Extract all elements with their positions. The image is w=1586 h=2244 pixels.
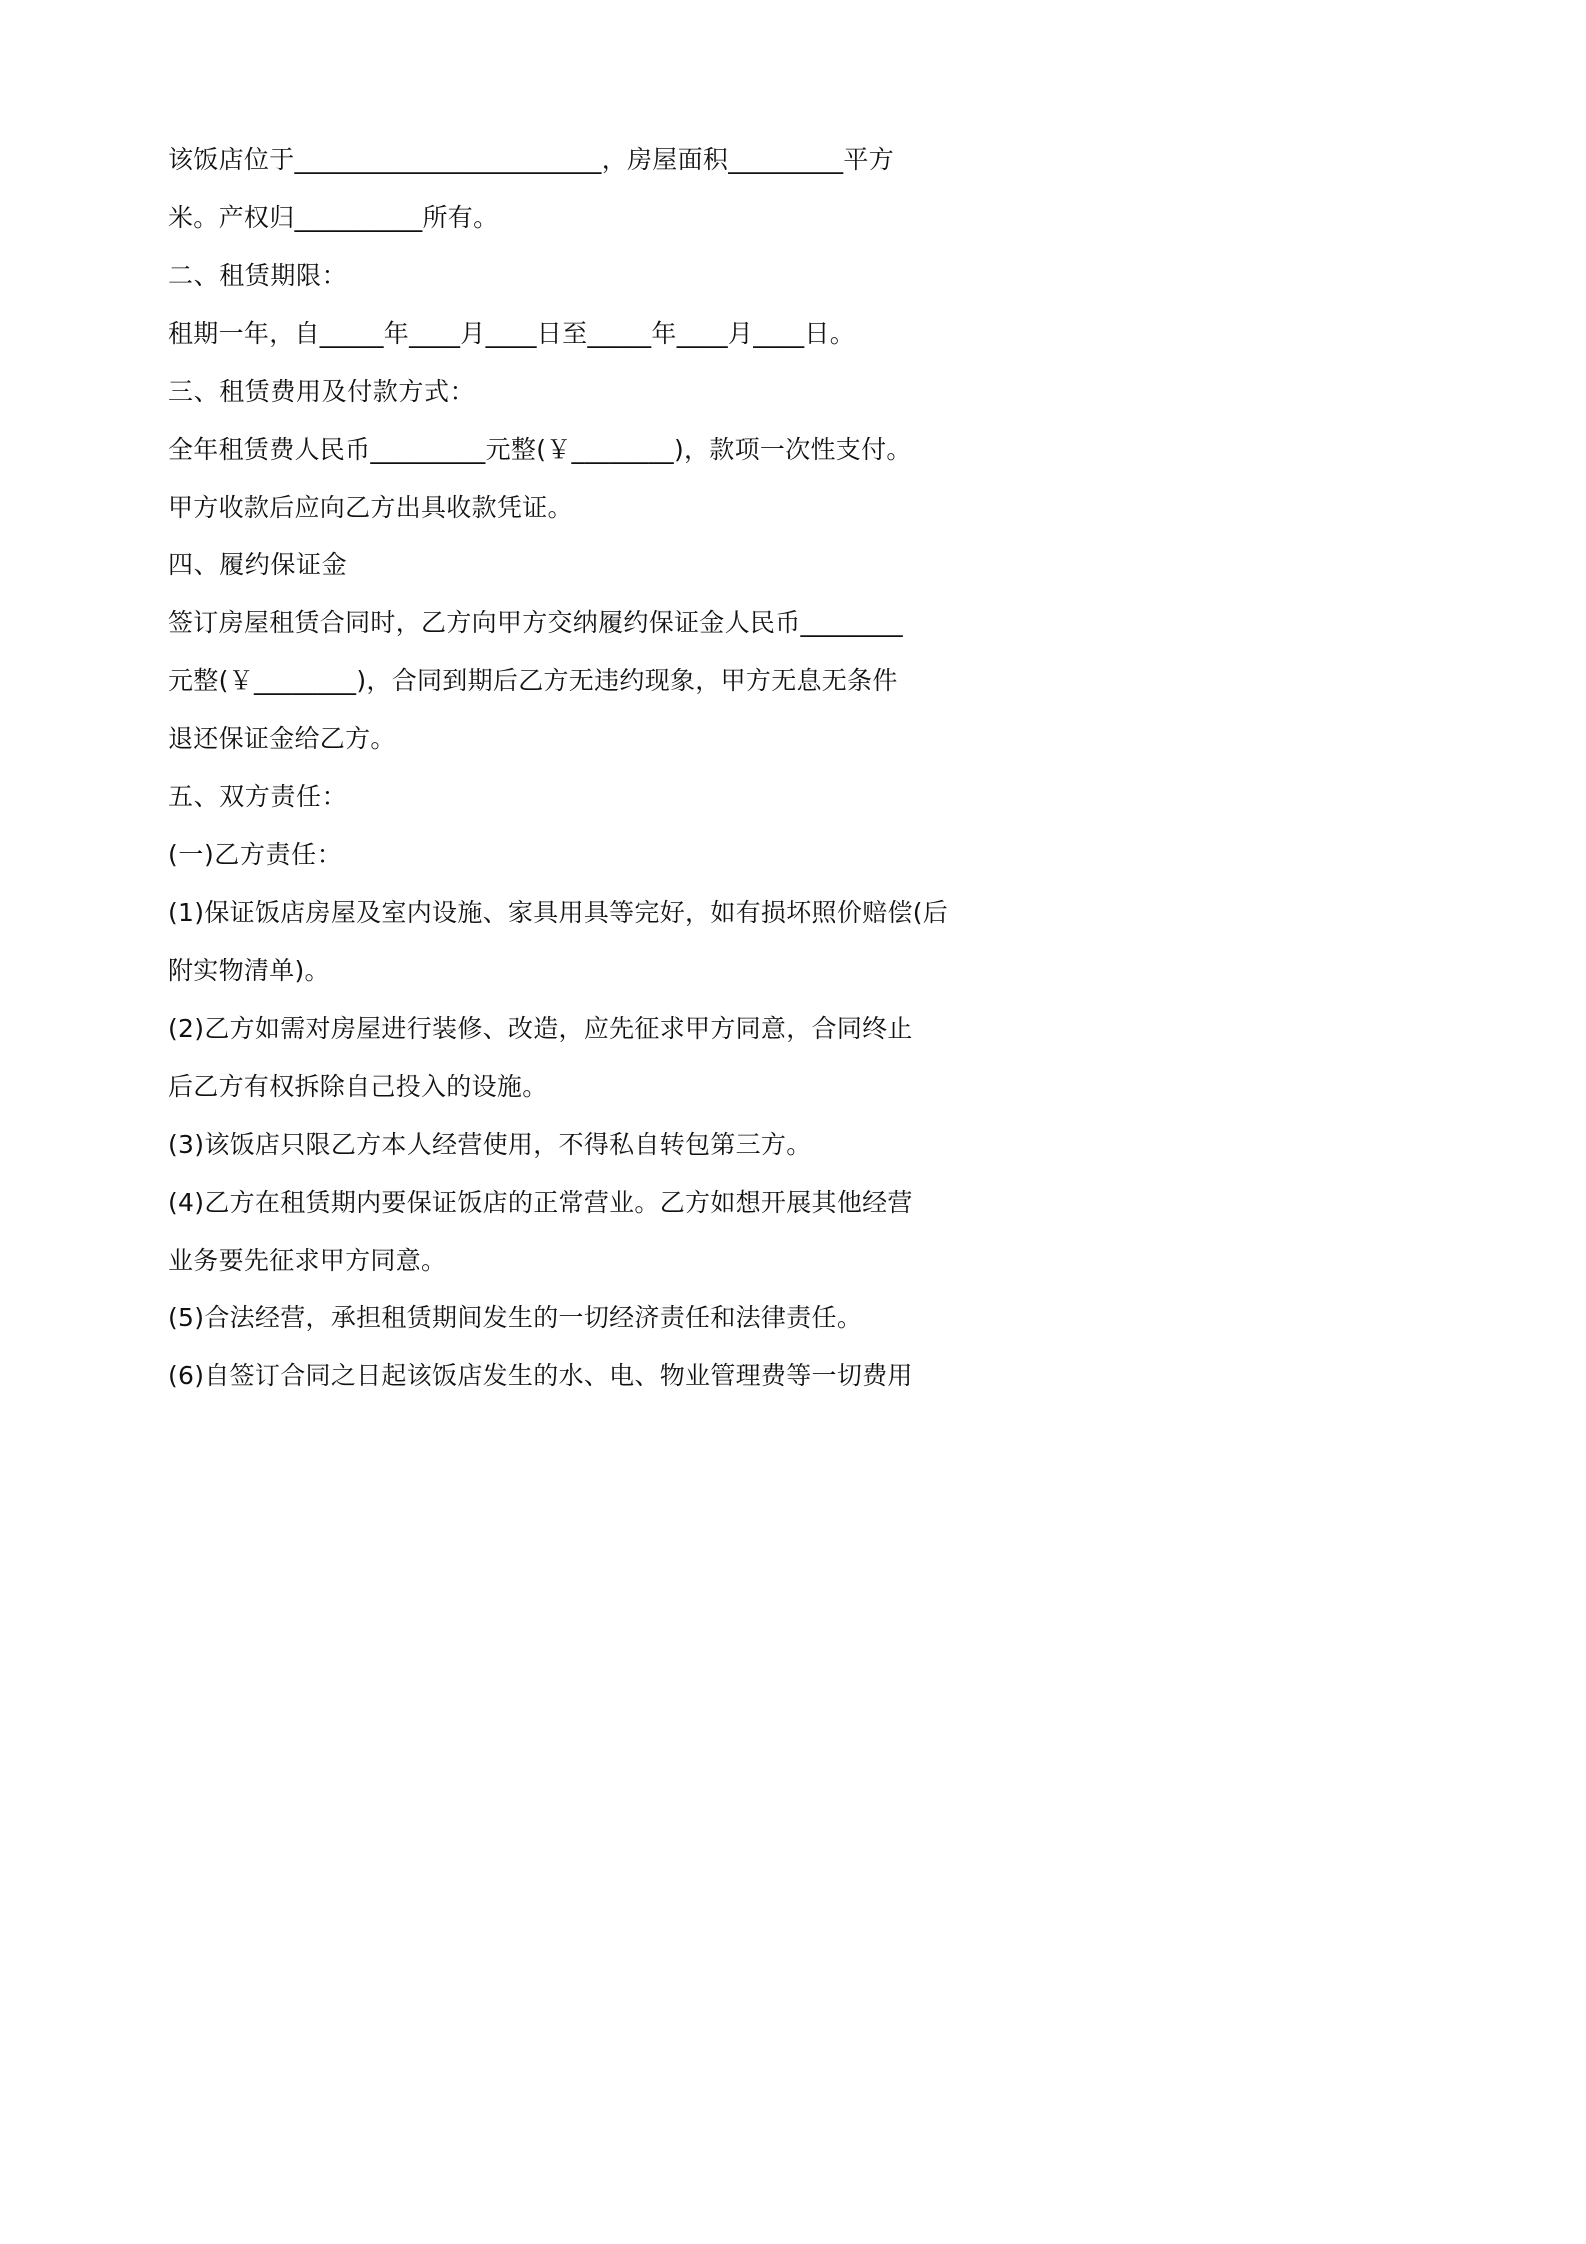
text-line: 米。产权归__________所有。 [168,202,499,232]
clause-line: (2)乙方如需对房屋进行装修、改造，应先征求甲方同意，合同终止 [168,1013,913,1043]
contract-body [168,131,958,1405]
section-heading: 二、租赁期限： [168,260,348,290]
text-line: 甲方收款后应向乙方出具收款凭证。 [168,492,573,522]
clause-line: (5)合法经营，承担租赁期间发生的一切经济责任和法律责任。 [168,1303,863,1333]
section-heading: 四、履约保证金 [168,550,348,580]
subsection-heading: (一)乙方责任： [168,840,343,870]
clause-line: 附实物清单)。 [168,955,330,985]
clause-line: 业务要先征求甲方同意。 [168,1245,447,1275]
section-heading: 五、双方责任： [168,782,348,812]
text-line: 签订房屋租赁合同时，乙方向甲方交纳履约保证金人民币________ [168,608,903,638]
clause-line: (6)自签订合同之日起该饭店发生的水、电、物业管理费等一切费用 [168,1361,913,1391]
text-line: 租期一年，自_____年____月____日至_____年____月____日。 [168,318,856,348]
clause-line: (4)乙方在租赁期内要保证饭店的正常营业。乙方如想开展其他经营 [168,1187,913,1217]
text-line: 该饭店位于________________________，房屋面积_________平方 [168,145,895,174]
document-page [0,0,1100,1556]
text-line: 全年租赁费人民币_________元整(￥________)，款项一次性支付。 [168,434,912,464]
section-heading: 三、租赁费用及付款方式： [168,376,476,406]
clause-line: (3)该饭店只限乙方本人经营使用，不得私自转包第三方。 [168,1129,812,1159]
clause-line: 后乙方有权拆除自己投入的设施。 [168,1071,548,1101]
text-line: 退还保证金给乙方。 [168,724,396,754]
clause-line: (1)保证饭店房屋及室内设施、家具用具等完好，如有损坏照价赔偿(后 [168,897,949,927]
text-line: 元整(￥________)，合同到期后乙方无违约现象，甲方无息无条件 [168,666,898,696]
